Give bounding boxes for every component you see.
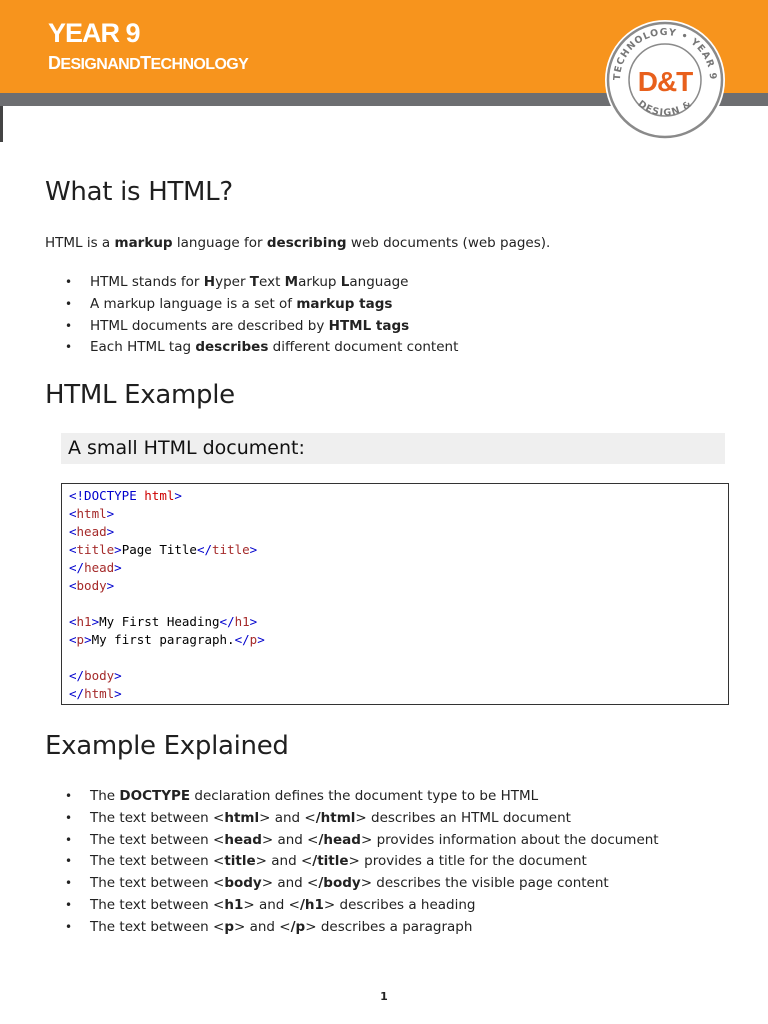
heading-what-is-html: What is HTML? [45,177,233,207]
code-line: <p>My first paragraph.</p> [69,632,265,647]
list-item: • The text between <title> and </title> provides a title for the document [45,851,659,873]
list-item: • A markup language is a set of markup tags [45,294,458,316]
logo-mark: D&T [637,66,693,97]
header-subtitle: DESIGNANDTECHNOLOGY [48,53,249,73]
page-number: 1 [380,990,388,1003]
code-line: <h1>My First Heading</h1> [69,614,258,629]
heading-example-explained: Example Explained [45,731,289,761]
list-item: • The text between <html> and </html> describes an HTML document [45,808,659,830]
code-line: <body> [69,578,115,593]
code-line: <!DOCTYPE html> [69,488,182,503]
dt-logo-icon [603,18,727,142]
list-item: • Each HTML tag describes different document content [45,337,458,359]
header-rule [0,106,3,142]
code-line: <head> [69,524,115,539]
list-item: • The text between <body> and </body> describes the visible page content [45,873,659,895]
logo-ring-top: TECHNOLOGY • YEAR 9 [611,26,719,81]
list-item: • The text between <h1> and </h1> describes a heading [45,895,659,917]
heading-html-example: HTML Example [45,380,235,410]
list-item: • The text between <head> and </head> provides information about the document [45,830,659,852]
code-line: </html> [69,686,122,701]
list-item: • The DOCTYPE declaration defines the document type to be HTML [45,786,659,808]
code-line: </head> [69,560,122,575]
code-line: </body> [69,668,122,683]
subheading-box [61,433,725,464]
list-item: • HTML stands for Hyper Text Markup Language [45,272,458,294]
code-block [61,483,729,705]
header-year: YEAR 9 [48,18,140,48]
subheading-small-document: A small HTML document: [68,437,305,459]
list-item: • The text between <p> and </p> describes a paragraph [45,917,659,939]
what-bullet-list [45,272,458,359]
explained-bullet-list [45,786,659,939]
code-line: <title>Page Title</title> [69,542,258,557]
logo-ring-bottom: DESIGN & [635,98,695,119]
intro-paragraph: HTML is a markup language for describing web documents (web pages). [45,235,551,251]
list-item: • HTML documents are described by HTML tags [45,316,458,338]
code-line: <html> [69,506,115,521]
